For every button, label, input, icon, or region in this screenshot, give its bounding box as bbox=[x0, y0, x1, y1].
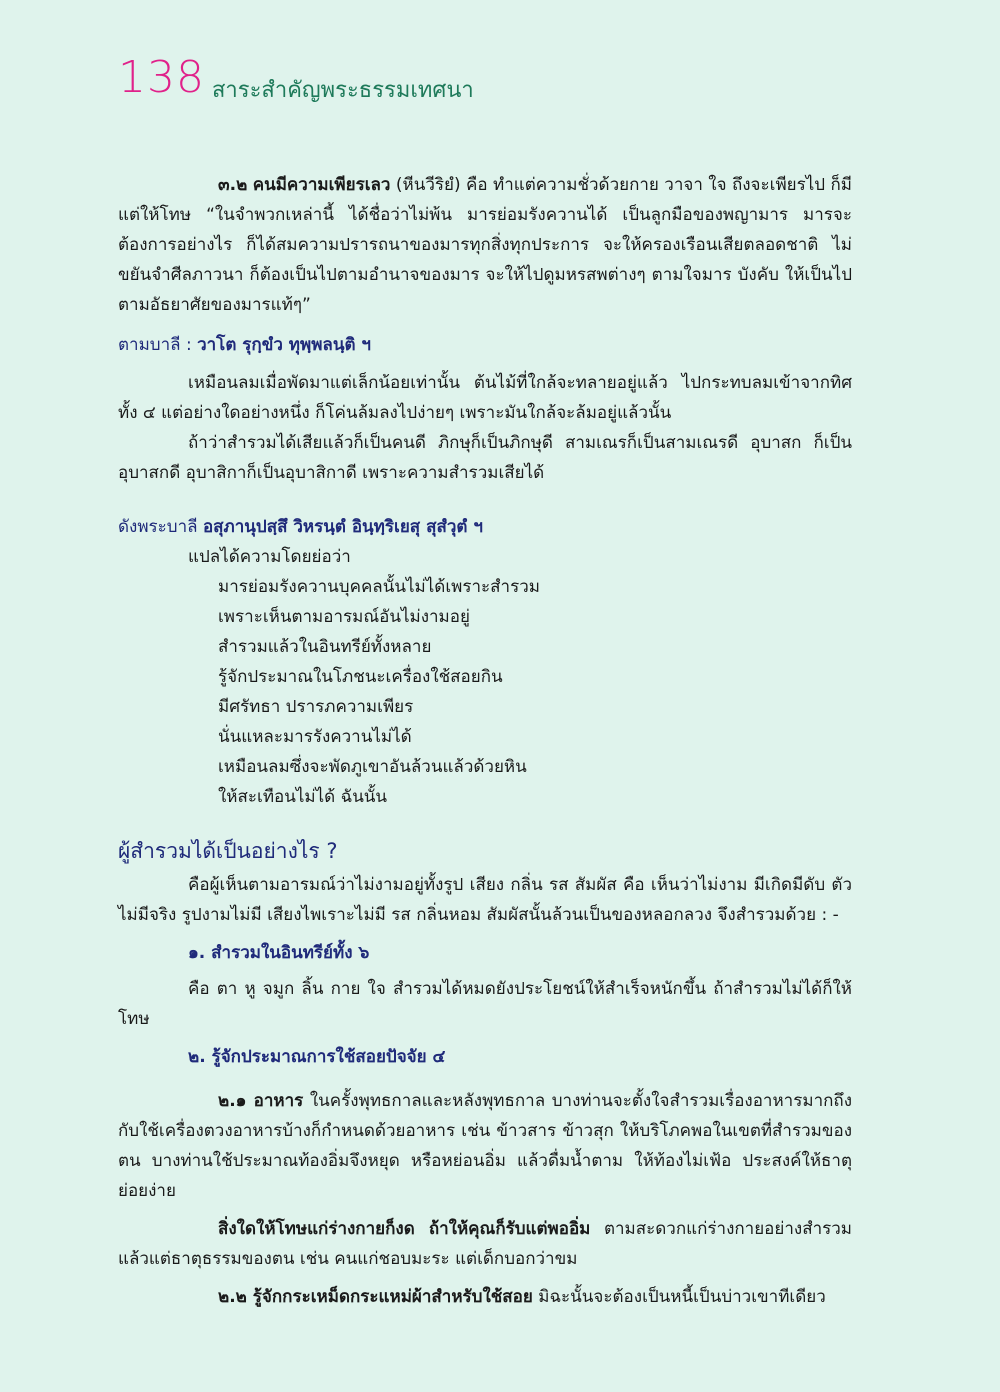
food-bold: สิ่งใดให้โทษแก่ร่างกายก็งด ถ้าให้คุณก็รับแต่พออิ่ม bbox=[218, 1219, 591, 1239]
paragraph-food bbox=[118, 1214, 852, 1274]
section-intro: คือผู้เห็นตามอารมณ์ว่าไม่งามอยู่ทั้งรูป เสียง กลิ่น รส สัมผัส คือ เห็นว่าไม่งาม มีเกิดมีดับ ตัวไม่มีจริง รูปงามไม่มี เสียงไพเราะไม่มี รส กลิ่นหอม สัมผัสนั้นล้วนเป็นของหลอกลวง จึงสำรวมด้วย : - bbox=[118, 875, 852, 925]
paragraph-wind-1: เหมือนลมเมื่อพัดมาแต่เล็กน้อยเท่านั้น ต้นไม้ที่ใกล้จะทลายอยู่แล้ว ไปกระทบลมเข้าจากทิศทั้ง ๔ แต่อย่างใดอย่างหนึ่ง ก็โค่นล้มลงไปง่ายๆ เพราะมันใกล้จะล้มอยู่แล้วนั้น bbox=[118, 373, 852, 423]
food-text: ตามสะดวกแก่ร่างกายอย่างสำรวม แล้วแต่ธาตุธรรมของตน เช่น คนแก่ชอบมะระ แต่เด็กบอกว่าขม bbox=[118, 1219, 852, 1269]
pali-label: ดังพระบาลี bbox=[118, 517, 203, 537]
item-2-1-title: ๒.๑ อาหาร bbox=[218, 1091, 304, 1111]
item-2-1 bbox=[118, 1086, 852, 1206]
verse-line: ให้สะเทือนไม่ได้ ฉันนั้น bbox=[218, 787, 388, 807]
verse-block bbox=[118, 572, 852, 812]
verse-line: มารย่อมรังควานบุคคลนั้นไม่ได้เพราะสำรวม bbox=[218, 577, 540, 597]
item-2-title: ๒. รู้จักประมาณการใช้สอยปัจจัย ๔ bbox=[188, 1047, 446, 1067]
item-1-text: คือ ตา หู จมูก ลิ้น กาย ใจ สำรวมได้หมดยังประโยชน์ให้สำเร็จหนักขึ้น ถ้าสำรวมไม่ได้ก็ให้โทษ bbox=[118, 979, 852, 1029]
pali-quote-2 bbox=[118, 512, 852, 542]
verse-line: นั่นแหละมารรังควานไม่ได้ bbox=[218, 727, 412, 747]
section-text: (หีนวีริยํ) คือ ทำแต่ความชั่วด้วยกาย วาจา ใจ ถึงจะเพียรไป ก็มีแต่ให้โทษ “ในจำพวกเหล่านี้ ได้ชื่อว่าไม่พ้น มารย่อมรังควานได้ เป็นลูกมือของพญามาร มารจะต้องการอย่างไร ก็ได้สมความปรารถนาของมารทุกสิ่งทุกประการ จะให้ครองเรือนเสียตลอดชาติ ไม่ขยันจำศีลภาวนา ก็ต้องเป็นไปตามอำนาจของมาร จะให้ไปดูมหรสพต่างๆ ตามใจมาร บังคับ ให้เป็นไปตามอัธยาศัยของมารแท้ๆ” bbox=[118, 175, 853, 315]
verse-line: รู้จักประมาณในโภชนะเครื่องใช้สอยกิน bbox=[218, 667, 503, 687]
verse-line: เพราะเห็นตามอารมณ์อันไม่งามอยู่ bbox=[218, 607, 470, 627]
item-2-2-text: มิฉะนั้นจะต้องเป็นหนี้เป็นบ่าวเขาทีเดียว bbox=[532, 1287, 826, 1307]
item-2-2 bbox=[118, 1282, 852, 1312]
page-body bbox=[118, 170, 852, 1312]
paragraph-3-2 bbox=[118, 170, 852, 320]
item-1-title: ๑. สำรวมในอินทรีย์ทั้ง ๖ bbox=[188, 943, 370, 963]
paragraph-wind-2: ถ้าว่าสำรวมได้เสียแล้วก็เป็นคนดี ภิกษุก็เป็นภิกษุดี สามเณรก็เป็นสามเณรดี อุบาสก ก็เป็นอุบาสกดี อุบาสิกาก็เป็นอุบาสิกาดี เพราะความสำรวมเสียได้ bbox=[118, 433, 852, 483]
pali-label: ตามบาลี : bbox=[118, 335, 198, 355]
pali-text: อสุภานุปสฺสึ วิหรนฺตํ อินฺทฺริเยสุ สุสํวุตํ ฯ bbox=[202, 517, 483, 537]
pali-quote-1 bbox=[118, 330, 852, 360]
verse-line: สำรวมแล้วในอินทรีย์ทั้งหลาย bbox=[218, 637, 432, 657]
item-2-1-text: ในครั้งพุทธกาลและหลังพุทธกาล บางท่านจะตั้งใจสำรวมเรื่องอาหารมากถึง กับใช้เครื่องตวงอาหารบ้างก็กำหนดด้วยอาหาร เช่น ข้าวสาร ข้าวสุก ให้บริโภคพอในเขตที่สำรวมของตน บางท่านใช้ประมาณท้องอิ่มจึงหยุด หรือหย่อนอิ่ม แล้วดื่มน้ำตาม ให้ท้องไม่เฟ้อ ประสงค์ให้ธาตุย่อยง่าย bbox=[118, 1091, 852, 1201]
pali-text: วาโต รุกฺขํว ทุพฺพลนฺติ ฯ bbox=[197, 335, 371, 355]
section-heading: ผู้สำรวมได้เป็นอย่างไร ? bbox=[118, 839, 338, 863]
page-number: 138 bbox=[118, 52, 205, 103]
verse-intro: แปลได้ความโดยย่อว่า bbox=[188, 547, 351, 567]
verse-line: มีศรัทธา ปรารภความเพียร bbox=[218, 697, 414, 717]
item-2-2-title: ๒.๒ รู้จักกระเหม็ดกระแหม่ผ้าสำหรับใช้สอย bbox=[218, 1287, 533, 1307]
running-title: สาระสำคัญพระธรรมเทศนา bbox=[212, 78, 474, 103]
section-number: ๓.๒ bbox=[218, 175, 248, 195]
verse-line: เหมือนลมซึ่งจะพัดภูเขาอันล้วนแล้วด้วยหิน bbox=[218, 757, 527, 777]
section-title: คนมีความเพียรเลว bbox=[252, 175, 391, 195]
